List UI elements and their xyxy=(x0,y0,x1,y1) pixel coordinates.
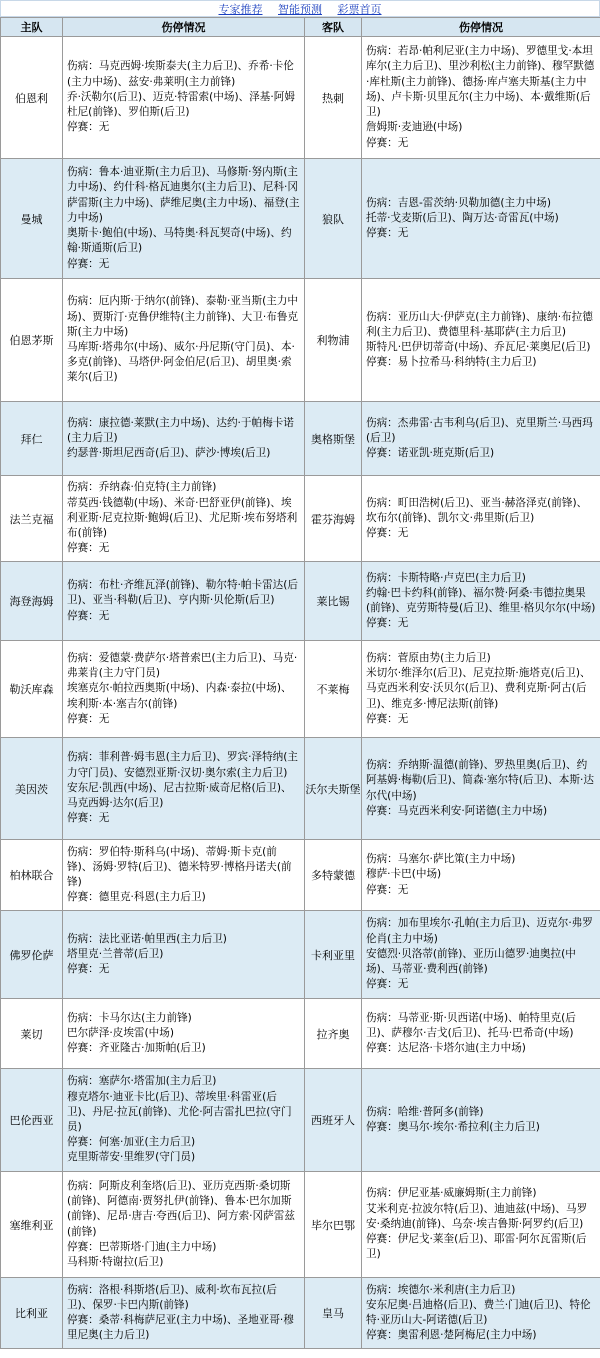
injury-line: 伤病：亚历山大·伊萨克(主力前锋)、康纳·布拉德利(主力后卫)、费德里科·基耶萨(主力后卫) xyxy=(366,310,593,338)
home-injury-info xyxy=(63,562,305,641)
injury-line: 艾米利克·拉波尔特(后卫)、迪迪兹(中场)、马罗安·桑纳迪(前锋)、乌奈·埃吉鲁斯·阿罗约(后卫) xyxy=(366,1202,588,1230)
injury-line: 伤病：町田浩树(后卫)、亚当·赫洛泽克(前锋)、坎布尔(前锋)、凯尔文·弗里斯(后卫) xyxy=(366,496,588,524)
injury-line: 伤病：马克西姆·埃斯泰夫(主力后卫)、乔希·卡伦(主力中场)、兹安·弗莱明(主力前锋) xyxy=(67,60,294,88)
injury-line: 米切尔·维泽尔(后卫)、尼克拉斯·施塔克(后卫)、马克西米利安·沃贝尔(后卫)、费利克斯·阿古(后卫)、维克多·博尼法斯(前锋) xyxy=(366,667,591,710)
injury-line: 伤病：卡马尔达(主力前锋) xyxy=(67,1011,192,1024)
injury-line: 托蒂·戈麦斯(后卫)、陶万达·奇雷瓦(中场) xyxy=(366,211,559,224)
injury-line: 伤病：洛根·科斯塔(后卫)、威利·坎布瓦拉(后卫)、保罗·卡巴内斯(前锋) xyxy=(67,1283,277,1311)
injury-line: 伤病：卡斯特略·卢克巴(主力后卫) xyxy=(366,571,526,584)
home-injury-info xyxy=(63,159,305,279)
injury-line: 停赛：达尼洛·卡塔尔迪(主力中场) xyxy=(366,1042,526,1055)
injury-line: 伤病：塞萨尔·塔雷加(主力后卫) xyxy=(67,1075,217,1088)
injury-line: 停赛：无 xyxy=(67,609,110,622)
table-body xyxy=(1,37,600,1349)
home-team: 法兰克福 xyxy=(1,476,63,562)
home-team: 海登海姆 xyxy=(1,562,63,641)
injury-line: 停赛：无 xyxy=(366,978,409,991)
injury-line: 伤病：若昂·帕利尼亚(主力中场)、罗德里戈·本坦库尔(主力后卫)、里沙利松(主力前锋)、穆罕默德·库杜斯(主力前锋)、德扬·库卢塞夫斯基(主力中场)、卢卡斯·贝里瓦尔(主力中场)、本·戴维斯(后卫) xyxy=(366,45,595,119)
home-team: 伯恩利 xyxy=(1,37,63,159)
away-team: 奥格斯堡 xyxy=(305,402,362,476)
table-row xyxy=(1,738,600,840)
injury-line: 安东尼·凯西(中场)、尼古拉斯·威奇尼格(后卫)、马克西姆·达尔(后卫) xyxy=(67,781,292,810)
away-team: 莱比锡 xyxy=(305,562,362,641)
home-team: 塞维利亚 xyxy=(1,1172,63,1278)
away-injury-info xyxy=(362,476,600,562)
home-injury-info xyxy=(63,999,305,1069)
table-row xyxy=(1,279,600,402)
home-team: 美因茨 xyxy=(1,738,63,840)
away-injury-info xyxy=(362,37,600,159)
injury-line: 伤病：康拉德·莱默(主力中场)、达约·于帕梅卡诺(主力后卫) xyxy=(67,416,294,444)
home-team: 莱切 xyxy=(1,999,63,1069)
injury-line: 停赛：无 xyxy=(366,136,409,149)
injury-table xyxy=(0,17,600,1349)
injury-line: 停赛：无 xyxy=(67,257,110,270)
injury-line: 停赛：伊尼戈·莱奎(后卫)、耶雷·阿尔瓦雷斯(后卫) xyxy=(366,1233,587,1261)
injury-line: 停赛：无 xyxy=(366,712,409,725)
table-row xyxy=(1,911,600,999)
injury-line: 约瑟普·斯坦尼西奇(后卫)、萨沙·博埃(后卫) xyxy=(67,447,271,460)
table-row xyxy=(1,1172,600,1278)
away-injury-info xyxy=(362,1278,600,1349)
table-row xyxy=(1,159,600,279)
injury-line: 停赛：无 xyxy=(67,812,110,825)
injury-line: 停赛：易卜拉希马·科纳特(主力后卫) xyxy=(366,356,537,369)
away-team: 利物浦 xyxy=(305,279,362,402)
away-team: 拉齐奥 xyxy=(305,999,362,1069)
injury-line: 伤病：罗伯特·斯科乌(中场)、蒂姆·斯卡克(前锋)、汤姆·罗特(后卫)、德米特罗·博格丹诺夫(前锋) xyxy=(67,845,292,888)
away-injury-info xyxy=(362,641,600,738)
home-team: 佛罗伦萨 xyxy=(1,911,63,999)
injury-line: 奥斯卡·鲍伯(中场)、马特奥·科瓦契奇(中场)、约翰·斯通斯(后卫) xyxy=(67,227,292,255)
header-away-info: 伤停情况 xyxy=(362,18,600,37)
away-injury-info xyxy=(362,159,600,279)
top-nav xyxy=(0,0,600,17)
injury-line: 停赛：马克西米利安·阿诺德(主力中场) xyxy=(366,804,548,817)
injury-line: 伤病：吉恩-雷茨纳·贝勒加德(主力中场) xyxy=(366,196,551,209)
home-team: 曼城 xyxy=(1,159,63,279)
injury-line: 停赛：无 xyxy=(67,712,110,725)
injury-line: 伤病：布杜·齐维瓦泽(前锋)、勒尔特·帕卡雷达(后卫)、亚当·科勒(后卫)、亨内斯·贝伦斯(后卫) xyxy=(67,579,299,607)
injury-line: 塔里克·兰普蒂(后卫) xyxy=(67,947,164,960)
injury-line: 伤病：厄内斯·于纳尔(前锋)、泰勒·亚当斯(主力中场)、贾斯汀·克鲁伊维特(主力前锋)、大卫·布鲁克斯(主力中场) xyxy=(67,295,299,338)
away-injury-info xyxy=(362,999,600,1069)
injury-line: 伤病：乔纳斯·温德(前锋)、罗热里奥(后卫)、约阿基姆·梅勒(后卫)、简森·塞尔特(后卫)、本斯·达尔代(中场) xyxy=(366,759,594,802)
home-injury-info xyxy=(63,1069,305,1172)
home-team: 拜仁 xyxy=(1,402,63,476)
injury-line: 停赛：无 xyxy=(67,121,110,134)
injury-line: 伤病：法比亚诺·帕里西(主力后卫) xyxy=(67,932,227,945)
injury-line: 停赛：诺亚凯·班克斯(后卫) xyxy=(366,447,495,460)
injury-line: 伤病：伊尼亚基·威廉姆斯(主力前锋) xyxy=(366,1187,537,1200)
away-team: 皇马 xyxy=(305,1278,362,1349)
injury-line: 詹姆斯·麦迪逊(中场) xyxy=(366,121,463,134)
injury-line: 停赛：德里克·科恩(主力后卫) xyxy=(67,891,206,904)
away-team: 不莱梅 xyxy=(305,641,362,738)
injury-line: 停赛：无 xyxy=(366,617,409,630)
injury-line: 伤病：菅原由势(主力后卫) xyxy=(366,651,491,664)
injury-line: 马库斯·塔弗尔(中场)、威尔·丹尼斯(守门员)、本·多克(前锋)、马塔伊·阿金伯尼(后卫)、胡里奥·索莱尔(后卫) xyxy=(67,341,295,384)
home-team: 巴伦西亚 xyxy=(1,1069,63,1172)
table-row xyxy=(1,641,600,738)
injury-line: 停赛：无 xyxy=(366,883,409,896)
nav-link-prediction[interactable]: 智能预测 xyxy=(278,3,322,16)
table-row xyxy=(1,402,600,476)
away-injury-info xyxy=(362,402,600,476)
header-home: 主队 xyxy=(1,18,63,37)
injury-line: 停赛：无 xyxy=(366,527,409,540)
away-team: 狼队 xyxy=(305,159,362,279)
injury-line: 安德烈·贝洛蒂(前锋)、亚历山德罗·迪奥拉(中场)、马蒂亚·费利西(前锋) xyxy=(366,947,576,976)
home-injury-info xyxy=(63,279,305,402)
injury-line: 停赛：奥马尔·埃尔·希拉利(主力后卫) xyxy=(366,1121,540,1133)
home-injury-info xyxy=(63,641,305,738)
away-injury-info xyxy=(362,562,600,641)
injury-line: 伤病：菲利普·姆韦恩(主力后卫)、罗宾·泽特纳(主力守门员)、安德烈亚斯·汉切·奥尔索(主力后卫) xyxy=(67,751,299,779)
table-row xyxy=(1,999,600,1069)
injury-line: 停赛：巴蒂斯塔·门迪(主力中场) xyxy=(67,1240,217,1253)
table-row xyxy=(1,476,600,562)
injury-line: 安东尼奥·吕迪格(后卫)、费兰·门迪(后卫)、特伦特·亚历山大-阿诺德(后卫) xyxy=(366,1298,591,1326)
injury-line: 伤病：埃德尔·米利唐(主力后卫) xyxy=(366,1283,516,1296)
away-team: 西班牙人 xyxy=(305,1069,362,1172)
injury-line: 停赛：桑蒂·科梅萨尼亚(主力中场)、圣地亚哥·穆里尼奥(主力后卫) xyxy=(67,1314,294,1342)
injury-line: 克里斯蒂安·里维罗(守门员) xyxy=(67,1151,196,1164)
home-injury-info xyxy=(63,37,305,159)
away-injury-info xyxy=(362,911,600,999)
away-team: 毕尔巴鄂 xyxy=(305,1172,362,1278)
home-injury-info xyxy=(63,840,305,911)
home-injury-info xyxy=(63,1278,305,1349)
injury-line: 埃塞克尔·帕拉西奥斯(中场)、内森·泰拉(中场)、埃利斯·本·塞吉尔(前锋) xyxy=(67,682,292,710)
table-row xyxy=(1,1278,600,1349)
table-header-row xyxy=(1,18,600,37)
injury-line: 伤病：鲁本·迪亚斯(主力后卫)、马修斯·努内斯(主力中场)、约什科·格瓦迪奥尔(主力后卫)、尼科·冈萨雷斯(主力中场)、萨维尼奥(主力中场)、福登(主力中场) xyxy=(67,166,300,224)
injury-line: 停赛：无 xyxy=(67,542,110,555)
home-team: 伯恩茅斯 xyxy=(1,279,63,402)
injury-line: 伤病：加布里埃尔·孔帕(主力后卫)、迈克尔·弗罗伦肖(主力中场) xyxy=(366,917,593,945)
home-injury-info xyxy=(63,738,305,840)
injury-line: 穆萨·卡巴(中场) xyxy=(366,868,442,881)
home-injury-info xyxy=(63,402,305,476)
home-team: 比利亚 xyxy=(1,1278,63,1349)
injury-line: 停赛：齐亚隆古·加斯帕(后卫) xyxy=(67,1042,206,1055)
away-injury-info xyxy=(362,840,600,911)
header-home-info: 伤停情况 xyxy=(63,18,305,37)
injury-line: 伤病：哈维·普阿多(前锋) xyxy=(366,1105,484,1118)
nav-link-expert[interactable]: 专家推荐 xyxy=(218,3,263,16)
away-injury-info xyxy=(362,1069,600,1172)
injury-line: 斯特凡·巴伊切蒂奇(中场)、乔瓦尼·莱奥尼(后卫) xyxy=(366,341,591,353)
home-team: 勒沃库森 xyxy=(1,641,63,738)
away-team: 沃尔夫斯堡 xyxy=(305,738,362,840)
table-row xyxy=(1,37,600,159)
injury-line: 巴尔萨泽·皮埃雷(中场) xyxy=(67,1026,174,1039)
home-injury-info xyxy=(63,476,305,562)
injury-line: 伤病：乔纳森·伯克特(主力前锋) xyxy=(67,481,217,494)
injury-line: 伤病：爱德蒙·费萨尔·塔普索巴(主力后卫)、马克·弗莱肯(主力守门员) xyxy=(67,651,298,680)
injury-line: 伤病：马塞尔·萨比策(主力中场) xyxy=(366,853,516,866)
injury-line: 停赛：无 xyxy=(67,963,110,976)
home-team: 柏林联合 xyxy=(1,840,63,911)
injury-line: 停赛：无 xyxy=(366,227,409,240)
table-row xyxy=(1,1069,600,1172)
injury-line: 蒂莫西·钱德勒(中场)、米奇·巴舒亚伊(前锋)、埃利亚斯·尼克拉斯·鲍姆(后卫)、尤尼斯·埃布努塔利布(前锋) xyxy=(67,496,298,540)
away-injury-info xyxy=(362,1172,600,1278)
away-injury-info xyxy=(362,279,600,402)
injury-line: 穆克塔尔·迪亚卡比(后卫)、蒂埃里·科雷亚(后卫)、丹尼·拉瓦(前锋)、尤伦·阿吉雷扎巴拉(守门员) xyxy=(67,1090,292,1133)
injury-line: 约翰·巴卡约科(前锋)、福尔赞·阿桑·韦德拉奥果(前锋)、克劳斯特曼(后卫)、维里·格贝尔尔(中场) xyxy=(366,586,596,614)
injury-line: 停赛：奥雷利恩·楚阿梅尼(主力中场) xyxy=(366,1329,537,1342)
injury-line: 停赛：何塞·加亚(主力后卫) xyxy=(67,1136,196,1149)
away-team: 热刺 xyxy=(305,37,362,159)
injury-line: 乔·沃勒尔(后卫)、迈克·特雷索(中场)、泽基·阿姆杜尼(前锋)、罗伯斯(后卫) xyxy=(67,90,295,119)
away-team: 卡利亚里 xyxy=(305,911,362,999)
injury-line: 伤病：阿斯皮利奎塔(后卫)、亚历克西斯·桑切斯(前锋)、阿德南·贾努扎伊(前锋)、鲁本·巴尔加斯(前锋)、尼昂·唐吉·夸西(后卫)、阿方索·冈萨雷兹(前锋) xyxy=(67,1179,295,1238)
table-row xyxy=(1,562,600,641)
home-injury-info xyxy=(63,1172,305,1278)
injury-line: 伤病：马蒂亚·斯·贝西诺(中场)、帕特里克(后卫)、萨穆尔·吉戈(后卫)、托马·巴希奇(中场) xyxy=(366,1011,576,1039)
nav-link-lottery-home[interactable]: 彩票首页 xyxy=(337,3,382,16)
away-team: 霍芬海姆 xyxy=(305,476,362,562)
table-row xyxy=(1,840,600,911)
home-injury-info xyxy=(63,911,305,999)
away-injury-info xyxy=(362,738,600,840)
header-away: 客队 xyxy=(305,18,362,37)
injury-line: 马科斯·特谢拉(后卫) xyxy=(67,1255,164,1268)
injury-line: 伤病：杰弗雷·古韦利乌(后卫)、克里斯兰·马西玛(后卫) xyxy=(366,416,593,444)
away-team: 多特蒙德 xyxy=(305,840,362,911)
